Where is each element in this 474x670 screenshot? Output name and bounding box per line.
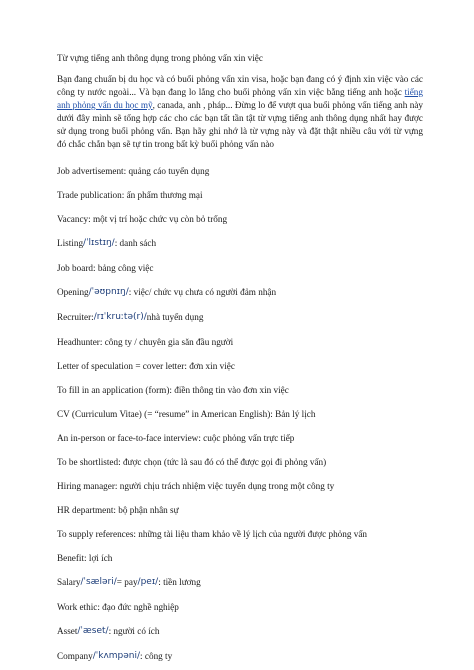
vocab-entry-job-advertisement	[57, 159, 423, 183]
vocab-entry-hr-department	[57, 498, 423, 522]
entry-text: To fill in an application (form): điền thông tin vào đơn xin việc	[57, 384, 289, 395]
vocab-entry-salary	[57, 570, 423, 595]
entry-meaning: : việc/ chức vụ chưa có người đảm nhận	[128, 287, 277, 297]
entry-text: To be shortlisted: được chọn (tức là sau đó có thể được gọi đi phỏng vấn)	[57, 456, 327, 467]
vocab-entry-headhunter	[57, 330, 423, 354]
vocab-entry-job-board	[57, 256, 423, 280]
vocab-entry-work-ethic	[57, 595, 423, 619]
entry-text: Headhunter: công ty / chuyên gia săn đầu người	[57, 336, 234, 347]
entry-text: Work ethic: đạo đức nghề nghiệp	[57, 601, 179, 612]
vocab-entry-cv	[57, 402, 423, 426]
vocab-entry-opening	[57, 280, 423, 305]
entry-meaning: = pay	[116, 577, 138, 587]
vocab-entry-company	[57, 644, 423, 669]
entry-text: CV (Curriculum Vitae) (= “resume” in American English): Bản lý lịch	[57, 408, 316, 419]
entry-text: Job advertisement: quảng cáo tuyển dụng	[57, 165, 210, 176]
vocab-entry-hiring-manager	[57, 474, 423, 498]
vocab-entry-in-person-interview	[57, 426, 423, 450]
document-body	[57, 52, 423, 669]
vocab-entry-letter-of-speculation	[57, 354, 423, 378]
intro-paragraph	[57, 73, 423, 151]
entry-text: An in-person or face-to-face interview: cuộc phỏng vấn trực tiếp	[57, 432, 295, 443]
entry-ipa: /ˈkʌmpəni/	[92, 651, 141, 661]
vocab-entry-trade-publication	[57, 183, 423, 207]
entry-term: Listing	[57, 238, 84, 248]
vocab-entry-benefit	[57, 546, 423, 570]
entry-text: Vacancy: một vị trí hoặc chức vụ còn bỏ trống	[57, 213, 228, 224]
vocab-entry-fill-in-application	[57, 378, 423, 402]
vocab-entry-supply-references	[57, 522, 423, 546]
entry-text: HR department: bộ phận nhân sự	[57, 504, 179, 515]
entry-ipa: /ˈsæləri/	[80, 577, 117, 587]
intro-text-before-link: Bạn đang chuẩn bị du học và có buổi phỏng vấn xin visa, hoặc bạn đang có ý định xin việc vào các công ty nước ngoài... Và bạn đang lo lắng cho buổi phỏng vấn xin việc bằng tiếng anh hoặc	[57, 74, 423, 97]
entry-meaning: nhà tuyển dụng	[146, 312, 204, 322]
entry-text: Trade publication: ấn phẩm thương mại	[57, 189, 203, 200]
document-title: Từ vựng tiếng anh thông dụng trong phỏng vấn xin việc	[57, 53, 263, 63]
entry-meaning-secondary: : tiền lương	[158, 577, 201, 587]
intro-text-after-link: , canada, anh , pháp... Đừng lo để vượt qua buổi phỏng vấn tiếng anh này dưới đây mình sẽ tổng hợp các cho các bạn tất tần tật từ vựng tiếng anh thông dụng nhất hay được sử dụng trong buổi phỏng vấn. Bạn hãy ghi nhớ là từ vựng này và đặt thật nhiều câu với từ vựng đó chắc chắn bạn sẽ tự tin trong bất kỳ buổi phỏng vấn nào	[57, 100, 423, 149]
entry-text: Benefit: lợi ích	[57, 552, 113, 563]
vocab-entry-vacancy	[57, 207, 423, 231]
vocab-entry-asset	[57, 619, 423, 644]
entry-ipa: /ˈæset/	[77, 626, 109, 636]
entry-text: Hiring manager: người chịu trách nhiệm việc tuyển dụng trong một công ty	[57, 480, 335, 491]
entry-term: Asset	[57, 626, 78, 636]
entry-ipa: /rɪˈkruːtə(r)/	[93, 312, 147, 322]
entry-ipa: /ˈəʊpnɪŋ/	[88, 287, 129, 297]
intro-link[interactable]: tiếng anh phỏng vấn du học mỹ	[57, 87, 423, 110]
entry-text: Letter of speculation = cover letter: đơn xin việc	[57, 360, 235, 371]
entry-term: Recruiter:	[57, 312, 94, 322]
entry-meaning: : công ty	[140, 651, 173, 661]
entry-meaning: : danh sách	[114, 238, 157, 248]
vocab-entry-listing	[57, 231, 423, 256]
entry-ipa-secondary: /peɪ/	[137, 577, 159, 587]
vocab-entry-shortlisted	[57, 450, 423, 474]
vocab-entry-recruiter	[57, 305, 423, 330]
entry-term: Company	[57, 651, 93, 661]
entry-term: Opening	[57, 287, 89, 297]
entry-text: To supply references: những tài liệu tham khảo về lý lịch của người được phỏng vấn	[57, 528, 368, 539]
entry-term: Salary	[57, 577, 81, 587]
entry-ipa: /ˈlɪstɪŋ/	[83, 238, 115, 248]
entry-text: Job board: bảng công việc	[57, 262, 154, 273]
entry-meaning: : người có ích	[108, 626, 160, 636]
